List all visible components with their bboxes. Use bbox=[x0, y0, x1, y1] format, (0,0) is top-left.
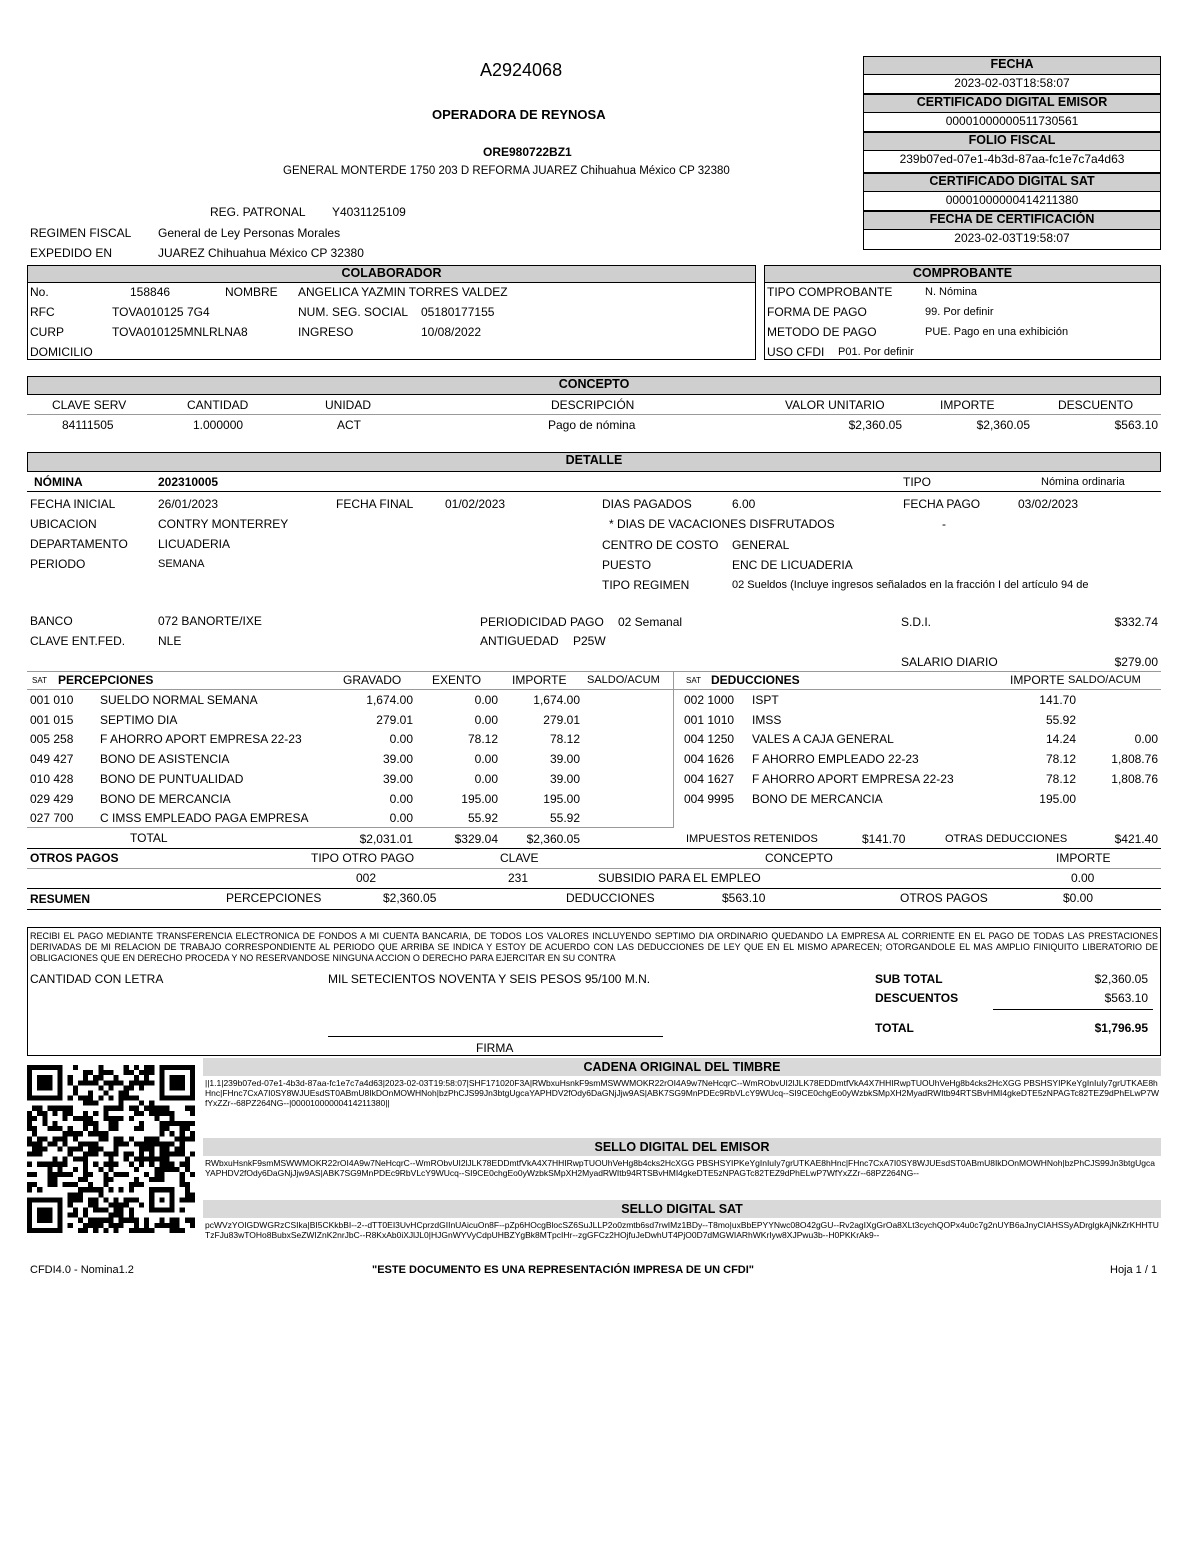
ubicacion-label: UBICACION bbox=[30, 517, 97, 531]
clave-ent-label: CLAVE ENT.FED. bbox=[30, 634, 126, 648]
perc-row-code: 005 258 bbox=[30, 732, 74, 746]
concepto-header-unidad: UNIDAD bbox=[325, 398, 372, 412]
deducciones-title: DEDUCCIONES bbox=[711, 673, 800, 687]
perc-row-gravado: 39.00 bbox=[382, 752, 413, 766]
perc-row-importe: 55.92 bbox=[549, 811, 580, 825]
forma-pago-label: FORMA DE PAGO bbox=[767, 305, 867, 319]
perc-ded-separator bbox=[673, 671, 674, 828]
perc-header-importe: IMPORTE bbox=[512, 673, 567, 687]
sdi-label: S.D.I. bbox=[901, 615, 932, 629]
folio-fiscal-value: 239b07ed-07e1-4b3d-87aa-fc1e7c7a4d63 bbox=[863, 150, 1161, 173]
folio-fiscal-label: FOLIO FISCAL bbox=[863, 132, 1161, 151]
tipo-nomina-label: TIPO bbox=[903, 475, 932, 489]
uso-cfdi-value: P01. Por definir bbox=[838, 346, 914, 358]
impuestos-retenidos-value: $141.70 bbox=[862, 832, 906, 846]
perc-row-name: BONO DE MERCANCIA bbox=[100, 792, 231, 806]
nss-label: NUM. SEG. SOCIAL bbox=[298, 305, 409, 319]
periodo-label: PERIODO bbox=[30, 557, 86, 571]
clave-ent-value: NLE bbox=[158, 634, 182, 648]
perc-row-code: 049 427 bbox=[30, 752, 74, 766]
cantidad-letra-value: MIL SETECIENTOS NOVENTA Y SEIS PESOS 95/100 M.N. bbox=[328, 972, 651, 986]
comprobante-title: COMPROBANTE bbox=[764, 265, 1161, 283]
fecha-value: 2023-02-03T18:58:07 bbox=[863, 74, 1161, 94]
perc-row-exento: 0.00 bbox=[474, 713, 498, 727]
concepto-header-descripcion: DESCRIPCIÓN bbox=[551, 398, 635, 412]
vacaciones-value: - bbox=[942, 517, 946, 531]
concepto-header-importe: IMPORTE bbox=[940, 398, 995, 412]
ded-row-code: 001 1010 bbox=[684, 713, 735, 727]
tipo-regimen-label: TIPO REGIMEN bbox=[602, 578, 690, 592]
impuestos-retenidos-label: IMPUESTOS RETENIDOS bbox=[686, 833, 818, 845]
firma-label: FIRMA bbox=[476, 1041, 514, 1055]
ded-row-name: VALES A CAJA GENERAL bbox=[752, 732, 894, 746]
cadena-text: ||1.1|239b07ed-07e1-4b3d-87aa-fc1e7c7a4d63|2023-02-03T19:58:07|SHF171020F3A|RWbxuHsnkF9smMSWWMOKR22rOI4A9w7NeHcqrC--WmRObvUI2lJLK78EDDmtfVkA4X7HHIRwpTUOUhVeHg8b4cks2HcXGG PBSHSYIPKeYgInIuIy7grUTKAE8hHnc|FHnc7CxA7I0SY8WJUEsdST0ABmU8IkDOnMOWHNoh|bzPhCJS99Jn3btgUgcaYAPHDV2fOdy6DaGNjJjw9AS|ABK7SG9MnPDEc9RbVLcY9WUcq--SI9CE0chgEo0yWzbkSMpXH2MyadRWItb94RTSBvHMI4gkeDTE5zNPAGTc82TEZ9dPhELwP7WfYxZZr--68PZ264NG--|00001000000414211380|| bbox=[205, 1078, 1160, 1108]
resumen-bottom-line bbox=[27, 909, 1161, 910]
concepto-clave: 84111505 bbox=[62, 418, 114, 432]
ded-row-importe: 141.70 bbox=[1039, 693, 1076, 707]
perc-row-gravado: 39.00 bbox=[382, 772, 413, 786]
nombre-label: NOMBRE bbox=[225, 285, 278, 299]
colaborador-title: COLABORADOR bbox=[27, 265, 756, 283]
nss-value: 05180177155 bbox=[421, 305, 495, 319]
periodicidad-label: PERIODICIDAD PAGO bbox=[480, 615, 604, 629]
importe-otro-value: 0.00 bbox=[1071, 871, 1095, 885]
perc-total-gravado: $2,031.01 bbox=[359, 832, 413, 846]
cert-emisor-value: 00001000000511730561 bbox=[863, 112, 1161, 132]
fecha-pago-value: 03/02/2023 bbox=[1018, 497, 1079, 511]
tipo-comprobante-value: N. Nómina bbox=[925, 286, 977, 298]
percepciones-top-line bbox=[27, 671, 1161, 672]
salario-diario-value: $279.00 bbox=[1114, 655, 1158, 669]
metodo-pago-value: PUE. Pago en una exhibición bbox=[925, 326, 1069, 338]
ded-row-code: 004 1627 bbox=[684, 772, 735, 786]
forma-pago-value: 99. Por definir bbox=[925, 306, 994, 318]
concepto-header-descuento: DESCUENTO bbox=[1058, 398, 1134, 412]
concepto-header-clave: CLAVE SERV bbox=[52, 398, 127, 412]
perc-row-exento: 195.00 bbox=[461, 792, 498, 806]
salario-diario-label: SALARIO DIARIO bbox=[901, 655, 998, 669]
ded-row-saldo: 0.00 bbox=[1134, 732, 1158, 746]
total-label: TOTAL bbox=[875, 1021, 914, 1035]
periodicidad-value: 02 Semanal bbox=[618, 615, 683, 629]
perc-row-code: 027 700 bbox=[30, 811, 74, 825]
fecha-final-label: FECHA FINAL bbox=[336, 497, 414, 511]
puesto-label: PUESTO bbox=[602, 558, 652, 572]
resumen-otros-value: $0.00 bbox=[1063, 891, 1094, 905]
banco-value: 072 BANORTE/IXE bbox=[158, 614, 262, 628]
dias-pagados-value: 6.00 bbox=[732, 497, 756, 511]
ded-row-name: F AHORRO EMPLEADO 22-23 bbox=[752, 752, 919, 766]
sello-sat-text: pcWVzYOIGDWGRzCSIka|BI5CKkbBI--2--dTT0EI3UvHCprzdGIInUAicuOn8F--pZp6HOcgBlocSZ6SuJLLP2o0zmtb6sd7rwIMz1BDy--T8mo|uxBbEPYYNwc08O42gGU--Rv2agIXgGrOa8XLt3cychQOPx4u0c7g2nUYB6aJnyCIAHSSyADrglgkAjNkZrKHHTUTzFJu83wTOHo8BubxSeZWIZnK2nrJbC--R8KxAb0iXJlJL0|HJGnWYVyCdpUHBZYgBk8MTpcIHr--zgGFCz2HOjfuJeDwhUT4PjO0D7dMGWIARhWKrIyw8XJPwu3b--H0PKKrAk9-- bbox=[205, 1220, 1159, 1240]
descuentos-label: DESCUENTOS bbox=[875, 991, 959, 1005]
perc-row-code: 029 429 bbox=[30, 792, 74, 806]
subtotal-label: SUB TOTAL bbox=[875, 972, 943, 986]
otros-pagos-top-line bbox=[27, 848, 1161, 849]
cadena-title: CADENA ORIGINAL DEL TIMBRE bbox=[203, 1058, 1161, 1076]
fecha-inicial-label: FECHA INICIAL bbox=[30, 497, 116, 511]
domicilio-label: DOMICILIO bbox=[30, 345, 93, 359]
concepto-unidad: ACT bbox=[337, 418, 361, 432]
perc-row-exento: 0.00 bbox=[474, 752, 498, 766]
perc-row-importe: 39.00 bbox=[549, 752, 580, 766]
detalle-divider bbox=[27, 491, 1161, 492]
concepto-divider bbox=[27, 414, 1161, 415]
resumen-title: RESUMEN bbox=[30, 892, 91, 906]
perc-row-importe: 1,674.00 bbox=[533, 693, 580, 707]
expedido-label: EXPEDIDO EN bbox=[30, 246, 113, 260]
periodo-value: SEMANA bbox=[158, 558, 205, 570]
perc-row-code: 001 010 bbox=[30, 693, 74, 707]
regimen-fiscal-label: REGIMEN FISCAL bbox=[30, 226, 132, 240]
perc-row-importe: 279.01 bbox=[543, 713, 580, 727]
ded-header-importe: IMPORTE bbox=[1010, 673, 1065, 687]
sat-perc-label: SAT bbox=[32, 676, 47, 685]
perc-row-gravado: 1,674.00 bbox=[366, 693, 413, 707]
concepto-descuento: $563.10 bbox=[1114, 418, 1158, 432]
reg-patronal-value: Y4031125109 bbox=[332, 205, 406, 219]
concepto-descripcion: Pago de nómina bbox=[548, 418, 636, 432]
concepto-importe: $2,360.05 bbox=[976, 418, 1030, 432]
ded-row-saldo: 1,808.76 bbox=[1111, 752, 1158, 766]
ded-row-code: 004 1250 bbox=[684, 732, 735, 746]
centro-costo-value: GENERAL bbox=[732, 538, 790, 552]
regimen-fiscal-value: General de Ley Personas Morales bbox=[158, 226, 341, 240]
ded-row-name: BONO DE MERCANCIA bbox=[752, 792, 883, 806]
rfc-value: TOVA010125 7G4 bbox=[112, 305, 210, 319]
company-address: GENERAL MONTERDE 1750 203 D REFORMA JUAREZ Chihuahua México CP 32380 bbox=[283, 165, 730, 177]
perc-header-saldo: SALDO/ACUM bbox=[587, 674, 660, 686]
totals-divider bbox=[993, 1009, 1153, 1010]
ingreso-label: INGRESO bbox=[298, 325, 354, 339]
clave-otro-value: 231 bbox=[508, 871, 529, 885]
perc-row-gravado: 279.01 bbox=[376, 713, 413, 727]
no-label: No. bbox=[30, 285, 49, 299]
resumen-top-line bbox=[27, 888, 1161, 889]
cert-sat-value: 00001000000414211380 bbox=[863, 191, 1161, 211]
qr-code bbox=[27, 1065, 195, 1233]
concepto-otro-label: CONCEPTO bbox=[765, 851, 833, 865]
nomina-value: 202310005 bbox=[158, 475, 219, 489]
fecha-cert-value: 2023-02-03T19:58:07 bbox=[863, 229, 1161, 250]
departamento-value: LICUADERIA bbox=[158, 537, 231, 551]
ded-row-saldo: 1,808.76 bbox=[1111, 772, 1158, 786]
dias-pagados-label: DIAS PAGADOS bbox=[602, 497, 692, 511]
ded-row-importe: 14.24 bbox=[1045, 732, 1076, 746]
resumen-ded-value: $563.10 bbox=[722, 891, 766, 905]
antiguedad-label: ANTIGUEDAD bbox=[480, 634, 559, 648]
fecha-final-value: 01/02/2023 bbox=[445, 497, 506, 511]
resumen-ded-label: DEDUCCIONES bbox=[566, 891, 655, 905]
cantidad-letra-label: CANTIDAD CON LETRA bbox=[30, 972, 164, 986]
perc-total-exento: $329.04 bbox=[454, 832, 498, 846]
perc-row-code: 010 428 bbox=[30, 772, 74, 786]
centro-costo-label: CENTRO DE COSTO bbox=[602, 538, 719, 552]
perc-row-code: 001 015 bbox=[30, 713, 74, 727]
perc-row-gravado: 0.00 bbox=[389, 811, 413, 825]
perc-total-label: TOTAL bbox=[130, 831, 168, 845]
tipo-comprobante-label: TIPO COMPROBANTE bbox=[767, 285, 893, 299]
tipo-otro-pago-label: TIPO OTRO PAGO bbox=[311, 851, 415, 865]
perc-row-importe: 78.12 bbox=[549, 732, 580, 746]
concepto-header-valor: VALOR UNITARIO bbox=[785, 398, 885, 412]
ubicacion-value: CONTRY MONTERREY bbox=[158, 517, 289, 531]
ded-row-name: IMSS bbox=[752, 713, 782, 727]
perc-row-name: BONO DE PUNTUALIDAD bbox=[100, 772, 244, 786]
curp-label: CURP bbox=[30, 325, 65, 339]
footer-version: CFDI4.0 - Nomina1.2 bbox=[30, 1264, 134, 1276]
ded-row-code: 004 1626 bbox=[684, 752, 735, 766]
ded-row-code: 004 9995 bbox=[684, 792, 735, 806]
curp-value: TOVA010125MNLRLNA8 bbox=[112, 325, 248, 339]
antiguedad-value: P25W bbox=[573, 634, 606, 648]
ded-row-importe: 55.92 bbox=[1045, 713, 1076, 727]
puesto-value: ENC DE LICUADERIA bbox=[732, 558, 853, 572]
reg-patronal-label: REG. PATRONAL bbox=[210, 205, 306, 219]
ded-row-importe: 78.12 bbox=[1045, 772, 1076, 786]
detalle-title: DETALLE bbox=[27, 452, 1161, 472]
perc-row-exento: 0.00 bbox=[474, 693, 498, 707]
perc-row-importe: 39.00 bbox=[549, 772, 580, 786]
fecha-cert-label: FECHA DE CERTIFICACIÓN bbox=[863, 211, 1161, 230]
perc-row-name: SUELDO NORMAL SEMANA bbox=[100, 693, 258, 707]
perc-row-exento: 78.12 bbox=[467, 732, 498, 746]
uso-cfdi-label: USO CFDI bbox=[767, 345, 825, 359]
perc-row-name: C IMSS EMPLEADO PAGA EMPRESA bbox=[100, 811, 309, 825]
sello-emisor-text: RWbxuHsnkF9smMSWWMOKR22rOI4A9w7NeHcqrC--WmRObvUI2lJLK78EDDmtfVkA4X7HHIRwpTUOUhVeHg8b4cks2HcXGG PBSHSYIPKeYgInIuIy7grUTKAE8hHnc|FHnc7CxA7I0SY8WJUEsdST0ABmU8IkDOnMOWHNoh|bzPhCJS99Jn3btgUgcaYAPHDV2fOdy6DaGNjJjw9AS|ABK7SG9MnPDEc9RbVLcY9WUcq--SI9CE0chgEo0yWzbkSMpXH2MyadRWItb94RTSBvHMI4gkeDTE5zNPAGTc82TEZ9dPhELwP7WfYxZZr--68PZ264NG-- bbox=[205, 1158, 1155, 1178]
perc-row-importe: 195.00 bbox=[543, 792, 580, 806]
cert-emisor-label: CERTIFICADO DIGITAL EMISOR bbox=[863, 94, 1161, 113]
percepciones-header-line bbox=[27, 689, 1161, 690]
company-name: OPERADORA DE REYNOSA bbox=[432, 107, 606, 122]
departamento-label: DEPARTAMENTO bbox=[30, 537, 128, 551]
perc-row-exento: 55.92 bbox=[467, 811, 498, 825]
vacaciones-label: * DIAS DE VACACIONES DISFRUTADOS bbox=[609, 517, 835, 531]
resumen-perc-label: PERCEPCIONES bbox=[226, 891, 322, 905]
perc-header-gravado: GRAVADO bbox=[343, 673, 402, 687]
perc-total-importe: $2,360.05 bbox=[526, 832, 580, 846]
footer-page: Hoja 1 / 1 bbox=[1110, 1264, 1158, 1276]
ingreso-value: 10/08/2022 bbox=[421, 325, 482, 339]
nombre-value: ANGELICA YAZMIN TORRES VALDEZ bbox=[298, 285, 508, 299]
resumen-otros-label: OTROS PAGOS bbox=[900, 891, 988, 905]
company-rfc: ORE980722BZ1 bbox=[483, 145, 572, 159]
clave-otro-label: CLAVE bbox=[500, 851, 539, 865]
subtotal-value: $2,360.05 bbox=[1094, 972, 1148, 986]
concepto-cantidad: 1.000000 bbox=[193, 418, 244, 432]
ded-row-name: ISPT bbox=[752, 693, 779, 707]
fecha-pago-label: FECHA PAGO bbox=[903, 497, 981, 511]
ded-row-importe: 78.12 bbox=[1045, 752, 1076, 766]
descuentos-value: $563.10 bbox=[1104, 991, 1148, 1005]
legal-text: RECIBI EL PAGO MEDIANTE TRANSFERENCIA ELECTRONICA DE FONDOS A MI CUENTA BANCARIA, DE TODOS LOS VALORES INCLUYENDO SEPTIMO DIA ORDINARIO QUEDANDO LA EMPRESA AL CORRIENTE EN EL PAGO DE TODAS LAS PRESTACIONES DERIVADAS DE MI RELACION DE TRABAJO CORRESPONDIENTE AL PERIODO QUE ARRIBA SE INDICA Y ESTOY DE ACUERDO CON LAS DEDUCCIONES DE LEY QUE EN EL MISMO APARECEN; OTORGANDOLE EL MAS AMPLIO FINIQUITO LIBERATORIO DE OBLIGACIONES QUE EN DERECHO PROCEDA Y NO RESERVANDOSE NINGUNA ACCION O DERECHO PARA EJERCITAR EN SU CONTRA bbox=[30, 931, 1158, 963]
perc-row-exento: 0.00 bbox=[474, 772, 498, 786]
perc-total-line bbox=[27, 827, 673, 828]
perc-row-name: F AHORRO APORT EMPRESA 22-23 bbox=[100, 732, 302, 746]
firma-line bbox=[328, 1036, 663, 1037]
sdi-value: $332.74 bbox=[1114, 615, 1158, 629]
doc-id: A2924068 bbox=[480, 60, 563, 80]
concepto-header-cantidad: CANTIDAD bbox=[187, 398, 249, 412]
concepto-valor: $2,360.05 bbox=[848, 418, 902, 432]
tipo-nomina-value: Nómina ordinaria bbox=[1041, 476, 1125, 488]
expedido-value: JUAREZ Chihuahua México CP 32380 bbox=[158, 246, 364, 260]
percepciones-title: PERCEPCIONES bbox=[58, 673, 154, 687]
perc-row-gravado: 0.00 bbox=[389, 732, 413, 746]
fecha-inicial-value: 26/01/2023 bbox=[158, 497, 219, 511]
banco-label: BANCO bbox=[30, 614, 73, 628]
concepto-title: CONCEPTO bbox=[27, 376, 1161, 395]
cert-sat-label: CERTIFICADO DIGITAL SAT bbox=[863, 173, 1161, 192]
nomina-label: NÓMINA bbox=[34, 475, 83, 489]
total-value: $1,796.95 bbox=[1094, 1021, 1148, 1035]
perc-row-name: SEPTIMO DIA bbox=[100, 713, 178, 727]
tipo-otro-pago-value: 002 bbox=[356, 871, 377, 885]
ded-row-name: F AHORRO APORT EMPRESA 22-23 bbox=[752, 772, 954, 786]
otras-deducciones-label: OTRAS DEDUCCIONES bbox=[945, 833, 1068, 845]
no-value: 158846 bbox=[130, 285, 171, 299]
otros-pagos-title: OTROS PAGOS bbox=[30, 851, 119, 865]
tipo-regimen-value: 02 Sueldos (Incluye ingresos señalados en la fracción I del artículo 94 de bbox=[732, 579, 1089, 591]
sello-emisor-title: SELLO DIGITAL DEL EMISOR bbox=[203, 1138, 1161, 1156]
perc-row-name: BONO DE ASISTENCIA bbox=[100, 752, 230, 766]
otras-deducciones-value: $421.40 bbox=[1114, 832, 1158, 846]
ded-row-importe: 195.00 bbox=[1039, 792, 1076, 806]
importe-otro-label: IMPORTE bbox=[1056, 851, 1111, 865]
perc-row-gravado: 0.00 bbox=[389, 792, 413, 806]
footer-disclaimer: "ESTE DOCUMENTO ES UNA REPRESENTACIÓN IMPRESA DE UN CFDI" bbox=[372, 1264, 755, 1276]
fecha-label: FECHA bbox=[863, 56, 1161, 75]
perc-header-exento: EXENTO bbox=[432, 673, 482, 687]
otros-pagos-header-line bbox=[27, 868, 1161, 869]
ded-header-saldo: SALDO/ACUM bbox=[1068, 674, 1141, 686]
rfc-label: RFC bbox=[30, 305, 55, 319]
ded-row-code: 002 1000 bbox=[684, 693, 735, 707]
sat-ded-label: SAT bbox=[686, 676, 701, 685]
metodo-pago-label: METODO DE PAGO bbox=[767, 325, 877, 339]
concepto-otro-value: SUBSIDIO PARA EL EMPLEO bbox=[598, 871, 761, 885]
sello-sat-title: SELLO DIGITAL SAT bbox=[203, 1200, 1161, 1218]
resumen-perc-value: $2,360.05 bbox=[383, 891, 437, 905]
